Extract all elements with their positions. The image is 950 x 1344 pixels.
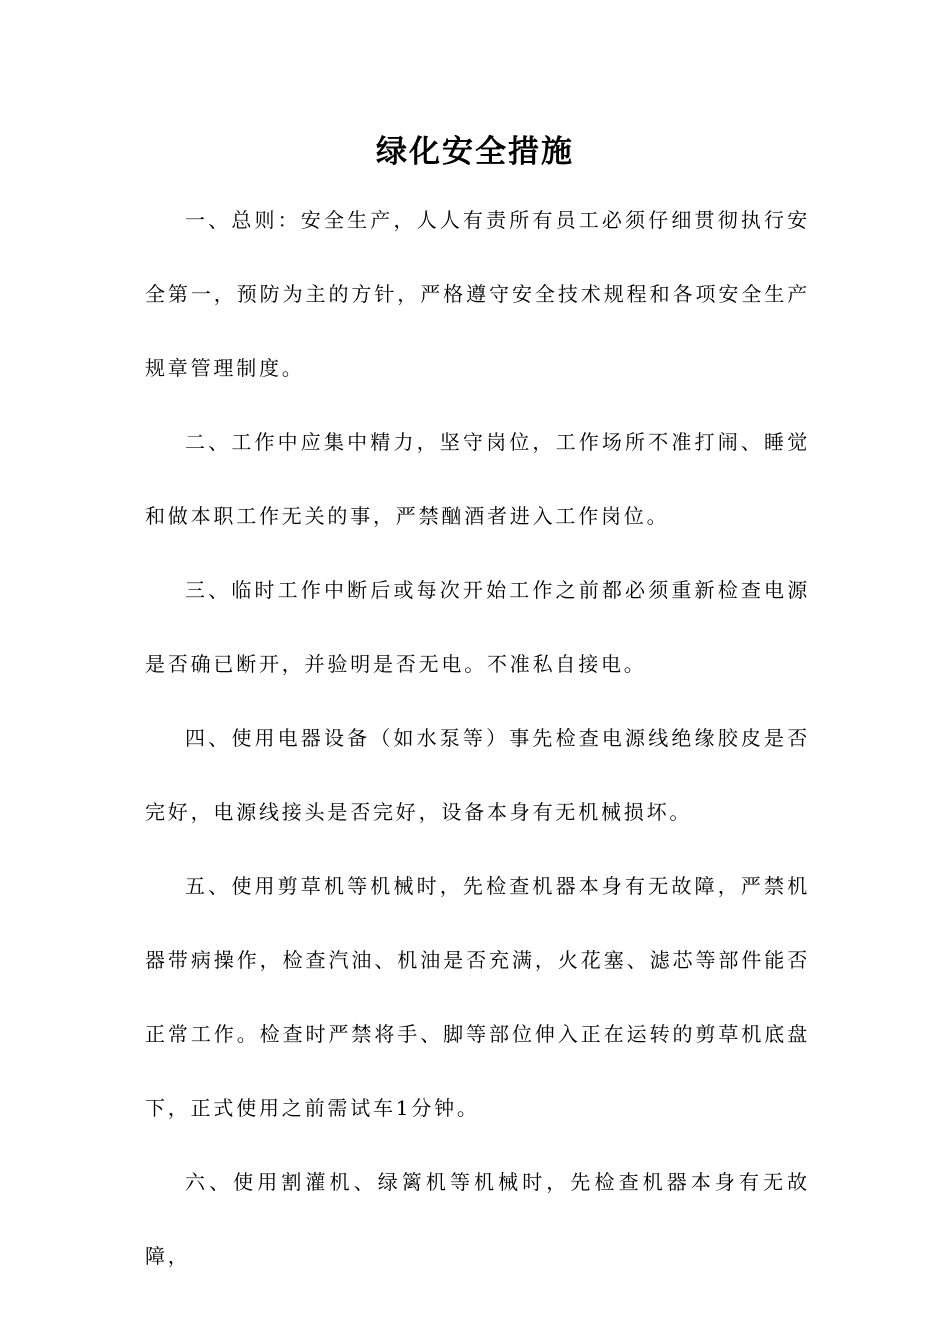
paragraph-general-rules: 一、总则：安全生产，人人有责所有员工必须仔细贯彻执行安全第一，预防为主的方针，严格遵守安全技术规程和各项安全生产规章管理制度。: [145, 208, 810, 380]
paragraph-power-check: 三、临时工作中断后或每次开始工作之前都必须重新检查电源是否确已断开，并验明是否无电。不准私自接电。: [145, 578, 810, 676]
document-title: 绿化安全措施: [376, 134, 574, 170]
paragraph-lawn-mower: 五、使用剪草机等机械时，先检查机器本身有无故障，严禁机器带病操作，检查汽油、机油是否充满，火花塞、滤芯等部件能否正常工作。检查时严禁将手、脚等部位伸入正在运转的剪草机底盘下，正式使用之前需试车1分钟。: [145, 874, 810, 1120]
paragraph-electrical-equipment: 四、使用电器设备（如水泵等）事先检查电源线绝缘胶皮是否完好，电源线接头是否完好，设备本身有无机械损坏。: [145, 726, 810, 824]
paragraph-hedge-trimmer: 六、使用割灌机、绿篱机等机械时，先检查机器本身有无故障，: [145, 1170, 810, 1268]
paragraph-work-focus: 二、工作中应集中精力，坚守岗位，工作场所不准打闹、睡觉和做本职工作无关的事，严禁酗酒者进入工作岗位。: [145, 430, 810, 528]
document-body: [145, 183, 810, 1293]
